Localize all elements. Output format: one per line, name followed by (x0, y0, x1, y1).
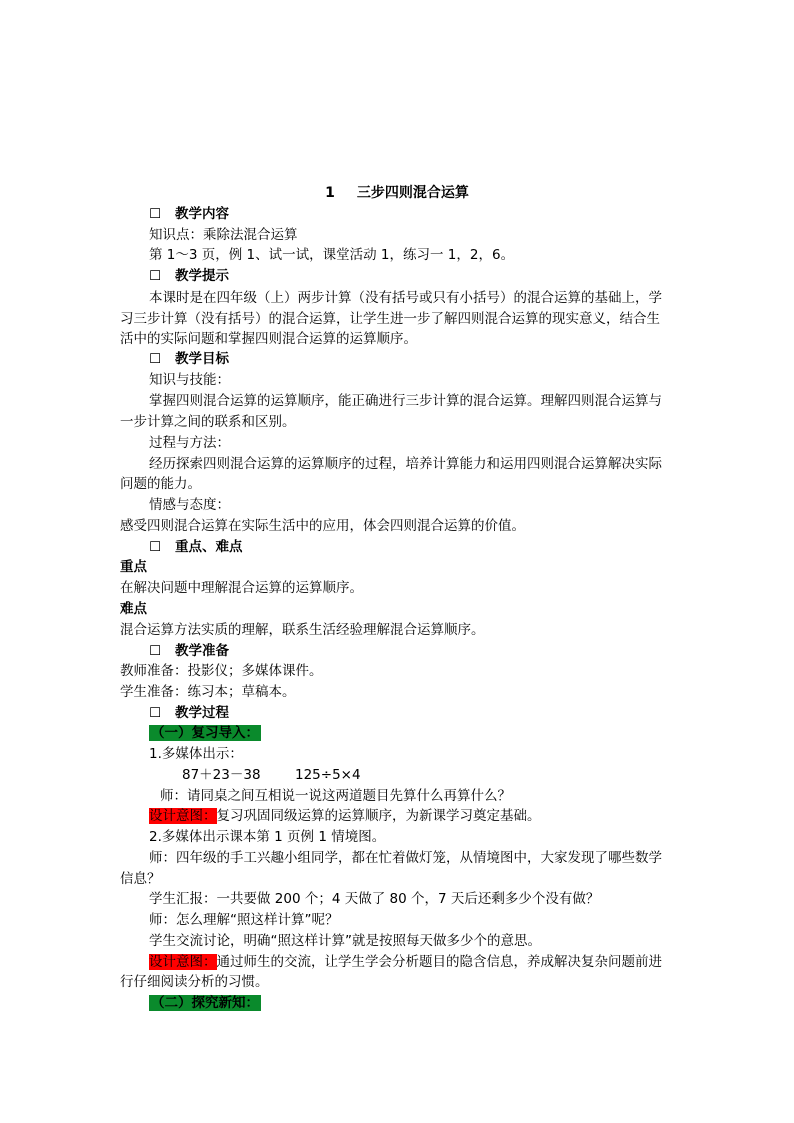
process-line: 师：请同桌之间互相说一说这两道题目先算什么再算什么？ (160, 788, 511, 804)
section-heading-process: ☐ 教学过程 (149, 705, 229, 721)
checkbox-icon: ☐ (149, 351, 162, 367)
lesson-number: 1 (325, 185, 335, 201)
part2-heading (149, 993, 261, 1013)
part1-highlight: （一）复习导入： (151, 725, 259, 741)
design-intent-2-cont: 行仔细阅读分析的习惯。 (120, 974, 269, 990)
checkbox-icon: ☐ (149, 206, 162, 222)
goal-a-title: 知识与技能： (149, 372, 230, 388)
process-line: 师：怎么理解“照这样计算”呢？ (149, 912, 339, 928)
goal-a-line: 掌握四则混合运算的运算顺序，能正确进行三步计算的混合运算。理解四则混合运算与 (149, 393, 662, 409)
goal-a-line: 一步计算之间的联系和区别。 (120, 414, 296, 430)
goal-b-line: 问题的能力。 (120, 476, 201, 492)
pages-info: 第 1～3 页，例 1、试一试，课堂活动 1，练习一 1，2，6。 (149, 247, 515, 263)
section-heading-content: ☐ 教学内容 (149, 206, 229, 222)
process-line: 学生汇报：一共要做 200 个；4 天做了 80 个，7 天后还剩多少个没有做？ (149, 891, 600, 907)
checkbox-icon: ☐ (149, 539, 162, 555)
tips-line: 习三步计算（没有括号）的混合运算，让学生进一步了解四则混合运算的现实意义，结合生 (120, 311, 660, 327)
difficulty-text: 混合运算方法实质的理解，联系生活经验理解混合运算顺序。 (120, 622, 485, 638)
expression-2: 125÷5×4 (295, 767, 361, 783)
process-line: 1.多媒体出示： (149, 746, 243, 762)
goal-b-line: 经历探索四则混合运算的运算顺序的过程，培养计算能力和运用四则混合运算解决实际 (149, 456, 662, 472)
section-heading-tips: ☐ 教学提示 (149, 268, 229, 284)
process-line: 信息？ (120, 871, 161, 887)
checkbox-icon: ☐ (149, 705, 162, 721)
design-intent-2: 设计意图：通过师生的交流，让学生学会分析题目的隐含信息，养成解决复杂问题前进 (149, 954, 662, 970)
goal-b-title: 过程与方法： (149, 435, 230, 451)
lesson-title-text: 三步四则混合运算 (356, 185, 469, 201)
student-prep: 学生准备：练习本；草稿本。 (120, 684, 296, 700)
expression-1: 87＋23－38 (182, 767, 261, 783)
part1-heading (149, 723, 261, 743)
checkbox-icon: ☐ (149, 268, 162, 284)
section-heading-goals: ☐ 教学目标 (149, 351, 229, 367)
tips-line: 活中的实际问题和掌握四则混合运算的运算顺序。 (120, 331, 417, 347)
design-intent-1: 设计意图：复习巩固同级运算的运算顺序，为新课学习奠定基础。 (149, 808, 541, 824)
key-label: 重点 (120, 559, 147, 575)
process-line: 师：四年级的手工兴趣小组同学，都在忙着做灯笼，从情境图中，大家发现了哪些数学 (149, 850, 662, 866)
section-heading-preparation: ☐ 教学准备 (149, 643, 229, 659)
teacher-prep: 教师准备：投影仪；多媒体课件。 (120, 663, 323, 679)
section-heading-key-points: ☐ 重点、难点 (149, 539, 243, 555)
goal-c-line: 感受四则混合运算在实际生活中的应用，体会四则混合运算的价值。 (120, 518, 525, 534)
tips-line: 本课时是在四年级（上）两步计算（没有括号或只有小括号）的混合运算的基础上，学 (149, 290, 662, 306)
process-line: 2.多媒体出示课本第 1 页例 1 情境图。 (149, 829, 386, 845)
knowledge-point: 知识点：乘除法混合运算 (149, 227, 298, 243)
part2-highlight: （二）探究新知： (151, 995, 259, 1011)
design-intent-label: 设计意图： (149, 954, 217, 970)
checkbox-icon: ☐ (149, 643, 162, 659)
goal-c-title: 情感与态度： (149, 497, 230, 513)
difficulty-label: 难点 (120, 601, 147, 617)
process-line: 学生交流讨论，明确“照这样计算”就是按照每天做多少个的意思。 (149, 933, 541, 949)
design-intent-label: 设计意图： (149, 808, 217, 824)
lesson-title (0, 183, 794, 203)
key-text: 在解决问题中理解混合运算的运算顺序。 (120, 580, 363, 596)
